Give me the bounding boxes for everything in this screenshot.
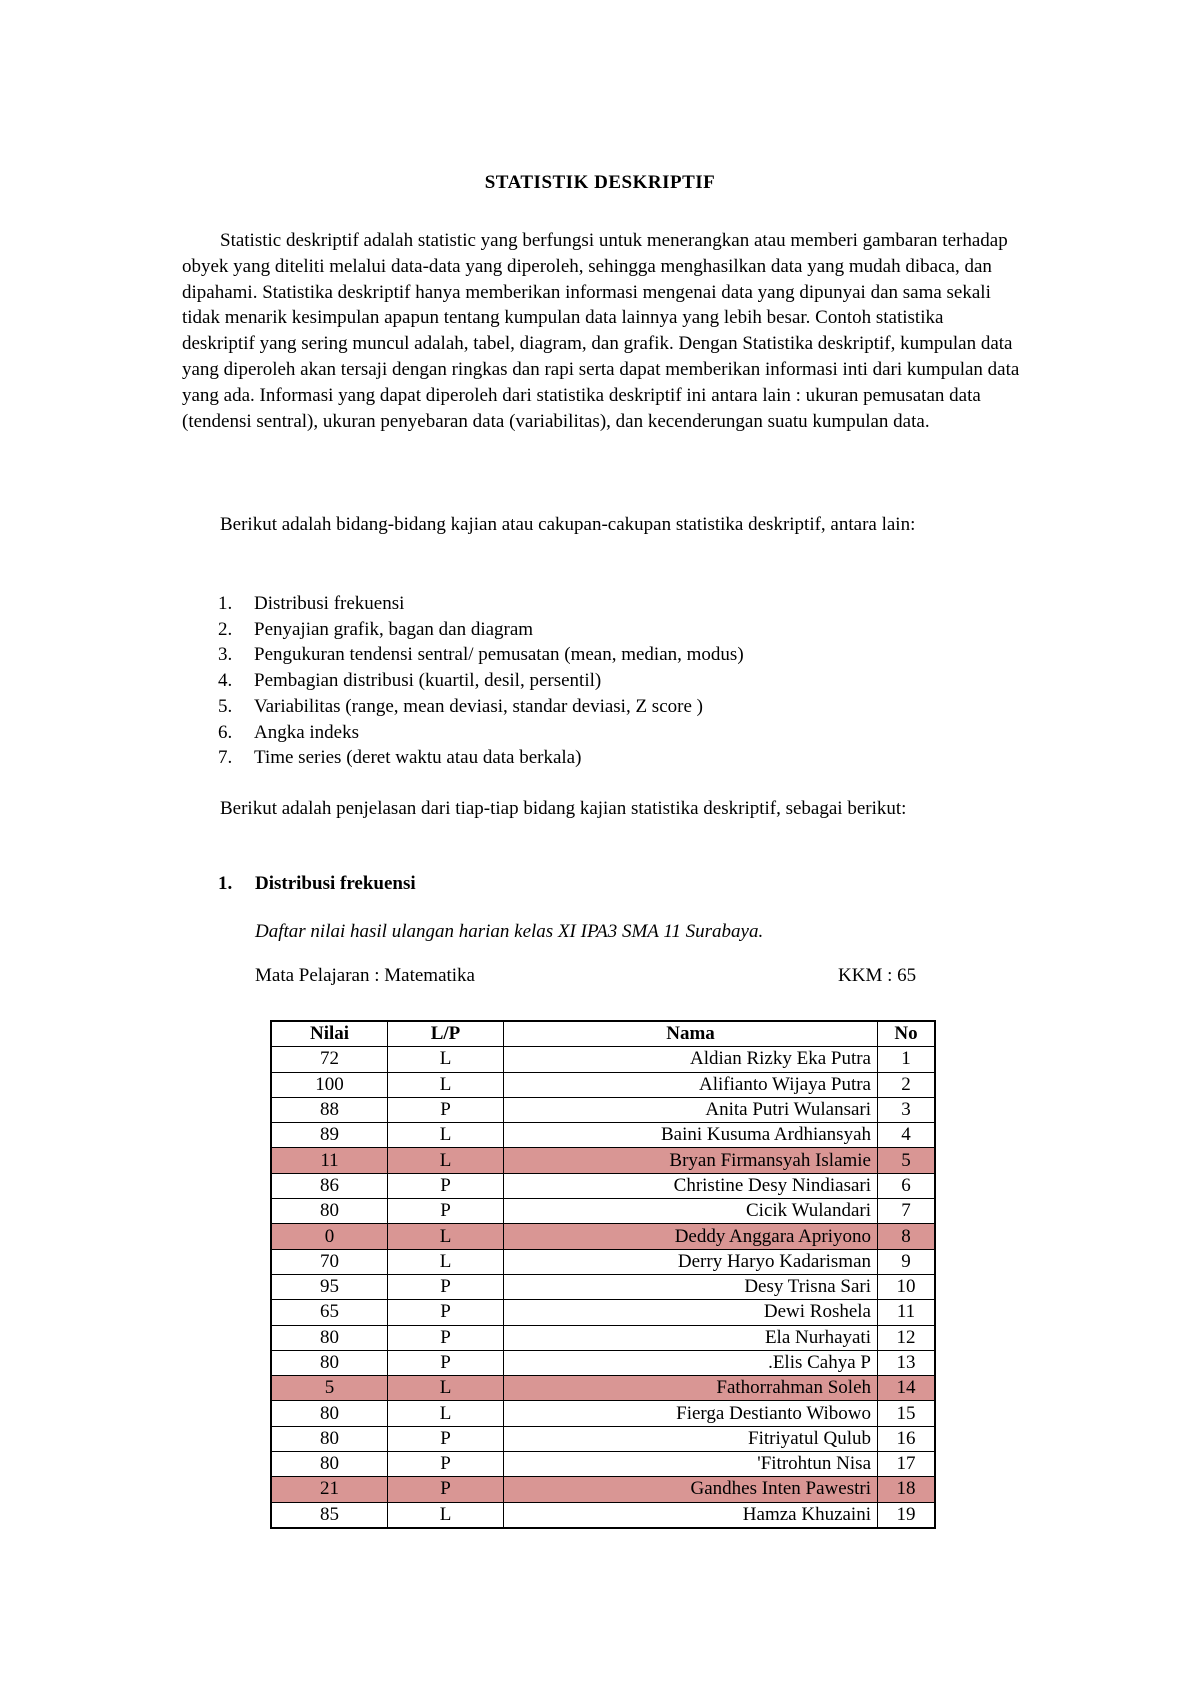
table-row bbox=[271, 1097, 935, 1122]
list-item bbox=[182, 694, 744, 720]
grades-table bbox=[270, 1020, 936, 1529]
subject-label: Mata Pelajaran : Matematika bbox=[255, 965, 475, 986]
cell-lp: P bbox=[388, 1097, 504, 1122]
list-item bbox=[182, 642, 744, 668]
section-heading bbox=[218, 873, 416, 895]
section-number: 1. bbox=[218, 873, 233, 894]
list-item-text: Pembagian distribusi (kuartil, desil, persentil) bbox=[254, 670, 602, 692]
cell-no: 8 bbox=[878, 1224, 936, 1249]
table-row bbox=[271, 1199, 935, 1224]
cell-lp: P bbox=[388, 1199, 504, 1224]
list-item-number: 6. bbox=[218, 721, 233, 743]
list-item-number: 5. bbox=[218, 695, 233, 717]
cell-lp: L bbox=[388, 1148, 504, 1173]
list-item-number: 2. bbox=[218, 618, 233, 640]
cell-nilai: 80 bbox=[271, 1350, 388, 1375]
list-item-number: 4. bbox=[218, 670, 233, 692]
table-row bbox=[271, 1274, 935, 1299]
cell-lp: P bbox=[388, 1274, 504, 1299]
header-nama: Nama bbox=[504, 1021, 878, 1047]
cell-no: 13 bbox=[878, 1350, 936, 1375]
cell-nilai: 86 bbox=[271, 1173, 388, 1198]
cell-nilai: 0 bbox=[271, 1224, 388, 1249]
list-item-number: 7. bbox=[218, 747, 233, 769]
cell-nama: Dewi Roshela bbox=[504, 1300, 878, 1325]
cell-lp: L bbox=[388, 1401, 504, 1426]
cell-lp: P bbox=[388, 1325, 504, 1350]
cell-no: 6 bbox=[878, 1173, 936, 1198]
cell-nama: Cicik Wulandari bbox=[504, 1199, 878, 1224]
header-lp: L/P bbox=[388, 1021, 504, 1047]
table-row bbox=[271, 1477, 935, 1502]
cell-nilai: 100 bbox=[271, 1072, 388, 1097]
cell-nilai: 11 bbox=[271, 1148, 388, 1173]
table-row bbox=[271, 1047, 935, 1072]
cell-nilai: 65 bbox=[271, 1300, 388, 1325]
cell-nilai: 80 bbox=[271, 1426, 388, 1451]
table-row bbox=[271, 1249, 935, 1274]
cell-nama: Fathorrahman Soleh bbox=[504, 1376, 878, 1401]
list-item bbox=[182, 591, 744, 617]
cell-nama: Anita Putri Wulansari bbox=[504, 1097, 878, 1122]
cell-lp: P bbox=[388, 1300, 504, 1325]
cell-no: 15 bbox=[878, 1401, 936, 1426]
cell-nilai: 89 bbox=[271, 1123, 388, 1148]
list-item bbox=[182, 745, 744, 771]
cell-lp: P bbox=[388, 1426, 504, 1451]
cell-nama: Alifianto Wijaya Putra bbox=[504, 1072, 878, 1097]
cell-no: 9 bbox=[878, 1249, 936, 1274]
cell-no: 3 bbox=[878, 1097, 936, 1122]
list-item-text: Distribusi frekuensi bbox=[254, 593, 405, 614]
cell-nama: Gandhes Inten Pawestri bbox=[504, 1477, 878, 1502]
list-item-text: Time series (deret waktu atau data berkala) bbox=[254, 747, 582, 769]
kkm-label: KKM : 65 bbox=[838, 965, 917, 986]
cell-nama: Hamza Khuzaini bbox=[504, 1502, 878, 1528]
table-row bbox=[271, 1502, 935, 1528]
cell-nilai: 95 bbox=[271, 1274, 388, 1299]
cell-nilai: 80 bbox=[271, 1452, 388, 1477]
list-item bbox=[182, 668, 744, 694]
cell-no: 18 bbox=[878, 1477, 936, 1502]
cell-lp: L bbox=[388, 1376, 504, 1401]
cell-lp: P bbox=[388, 1173, 504, 1198]
cell-nilai: 80 bbox=[271, 1325, 388, 1350]
cell-nilai: 80 bbox=[271, 1401, 388, 1426]
header-no: No bbox=[878, 1021, 936, 1047]
cell-nama: Aldian Rizky Eka Putra bbox=[504, 1047, 878, 1072]
table-row bbox=[271, 1426, 935, 1451]
cell-nama: Ela Nurhayati bbox=[504, 1325, 878, 1350]
table-row bbox=[271, 1300, 935, 1325]
cell-nama: Desy Trisna Sari bbox=[504, 1274, 878, 1299]
scope-paragraph: Berikut adalah bidang-bidang kajian atau cakupan-cakupan statistika deskriptif, antara lain: bbox=[220, 514, 916, 535]
header-nilai: Nilai bbox=[271, 1021, 388, 1047]
cell-lp: L bbox=[388, 1072, 504, 1097]
cell-lp: L bbox=[388, 1123, 504, 1148]
table-row bbox=[271, 1148, 935, 1173]
list-item-text: Penyajian grafik, bagan dan diagram bbox=[254, 618, 534, 640]
cell-no: 4 bbox=[878, 1123, 936, 1148]
cell-no: 17 bbox=[878, 1452, 936, 1477]
cell-nama: Derry Haryo Kadarisman bbox=[504, 1249, 878, 1274]
cell-lp: L bbox=[388, 1224, 504, 1249]
list-item-number: 1. bbox=[218, 593, 233, 614]
cell-nilai: 85 bbox=[271, 1502, 388, 1528]
cell-nama: Christine Desy Nindiasari bbox=[504, 1173, 878, 1198]
cell-nama: Baini Kusuma Ardhiansyah bbox=[504, 1123, 878, 1148]
explanation-paragraph: Berikut adalah penjelasan dari tiap-tiap bidang kajian statistika deskriptif, sebagai berikut: bbox=[220, 798, 907, 819]
cell-nilai: 88 bbox=[271, 1097, 388, 1122]
cell-nama: Fitriyatul Qulub bbox=[504, 1426, 878, 1451]
cell-nama: Fierga Destianto Wibowo bbox=[504, 1401, 878, 1426]
cell-no: 10 bbox=[878, 1274, 936, 1299]
topic-list bbox=[182, 591, 744, 771]
table-row bbox=[271, 1123, 935, 1148]
table-header-row bbox=[271, 1021, 935, 1047]
cell-nilai: 5 bbox=[271, 1376, 388, 1401]
list-item-text: Angka indeks bbox=[254, 721, 360, 743]
cell-no: 12 bbox=[878, 1325, 936, 1350]
table-row bbox=[271, 1401, 935, 1426]
table-row bbox=[271, 1224, 935, 1249]
table-row bbox=[271, 1452, 935, 1477]
table-row bbox=[271, 1072, 935, 1097]
list-item-text: Pengukuran tendensi sentral/ pemusatan (mean, median, modus) bbox=[254, 644, 744, 666]
intro-paragraph: Statistic deskriptif adalah statistic yang berfungsi untuk menerangkan atau memberi gambaran terhadap obyek yang diteliti melalui data-data yang diperoleh, sehingga menghasilkan data yang mudah dibaca, dan dipahami. Statistika deskriptif hanya memberikan informasi mengenai data yang dipunyai dan sama sekali tidak menarik kesimpulan apapun tentang kumpulan data lainnya yang lebih besar. Contoh statistika deskriptif yang sering muncul adalah, tabel, diagram, dan grafik. Dengan Statistika deskriptif, kumpulan data yang diperoleh akan tersaji dengan ringkas dan rapi serta dapat memberikan informasi inti dari kumpulan data yang ada. Informasi yang dapat diperoleh dari statistika deskriptif ini antara lain : ukuran pemusatan data (tendensi sentral), ukuran penyebaran data (variabilitas), dan kecenderungan suatu kumpulan data. bbox=[182, 230, 1020, 432]
list-item-text: Variabilitas (range, mean deviasi, standar deviasi, Z score ) bbox=[254, 695, 703, 717]
cell-no: 11 bbox=[878, 1300, 936, 1325]
cell-lp: P bbox=[388, 1452, 504, 1477]
cell-lp: L bbox=[388, 1249, 504, 1274]
cell-nilai: 80 bbox=[271, 1199, 388, 1224]
cell-lp: L bbox=[388, 1502, 504, 1528]
cell-nama: 'Fitrohtun Nisa bbox=[504, 1452, 878, 1477]
cell-nama: .Elis Cahya P bbox=[504, 1350, 878, 1375]
grades-body bbox=[271, 1047, 935, 1528]
cell-no: 14 bbox=[878, 1376, 936, 1401]
table-row bbox=[271, 1173, 935, 1198]
table-row bbox=[271, 1350, 935, 1375]
list-item bbox=[182, 720, 744, 746]
cell-no: 5 bbox=[878, 1148, 936, 1173]
cell-no: 2 bbox=[878, 1072, 936, 1097]
page-title: STATISTIK DESKRIPTIF bbox=[484, 172, 716, 193]
cell-nama: Bryan Firmansyah Islamie bbox=[504, 1148, 878, 1173]
cell-no: 1 bbox=[878, 1047, 936, 1072]
cell-no: 16 bbox=[878, 1426, 936, 1451]
cell-nilai: 21 bbox=[271, 1477, 388, 1502]
section-title: Distribusi frekuensi bbox=[255, 873, 416, 894]
cell-no: 19 bbox=[878, 1502, 936, 1528]
table-row bbox=[271, 1376, 935, 1401]
cell-lp: L bbox=[388, 1047, 504, 1072]
cell-no: 7 bbox=[878, 1199, 936, 1224]
cell-lp: P bbox=[388, 1350, 504, 1375]
list-item-number: 3. bbox=[218, 644, 233, 666]
table-row bbox=[271, 1325, 935, 1350]
cell-lp: P bbox=[388, 1477, 504, 1502]
cell-nama: Deddy Anggara Apriyono bbox=[504, 1224, 878, 1249]
cell-nilai: 70 bbox=[271, 1249, 388, 1274]
table-caption: Daftar nilai hasil ulangan harian kelas XI IPA3 SMA 11 Surabaya. bbox=[255, 921, 764, 942]
list-item bbox=[182, 617, 744, 643]
cell-nilai: 72 bbox=[271, 1047, 388, 1072]
